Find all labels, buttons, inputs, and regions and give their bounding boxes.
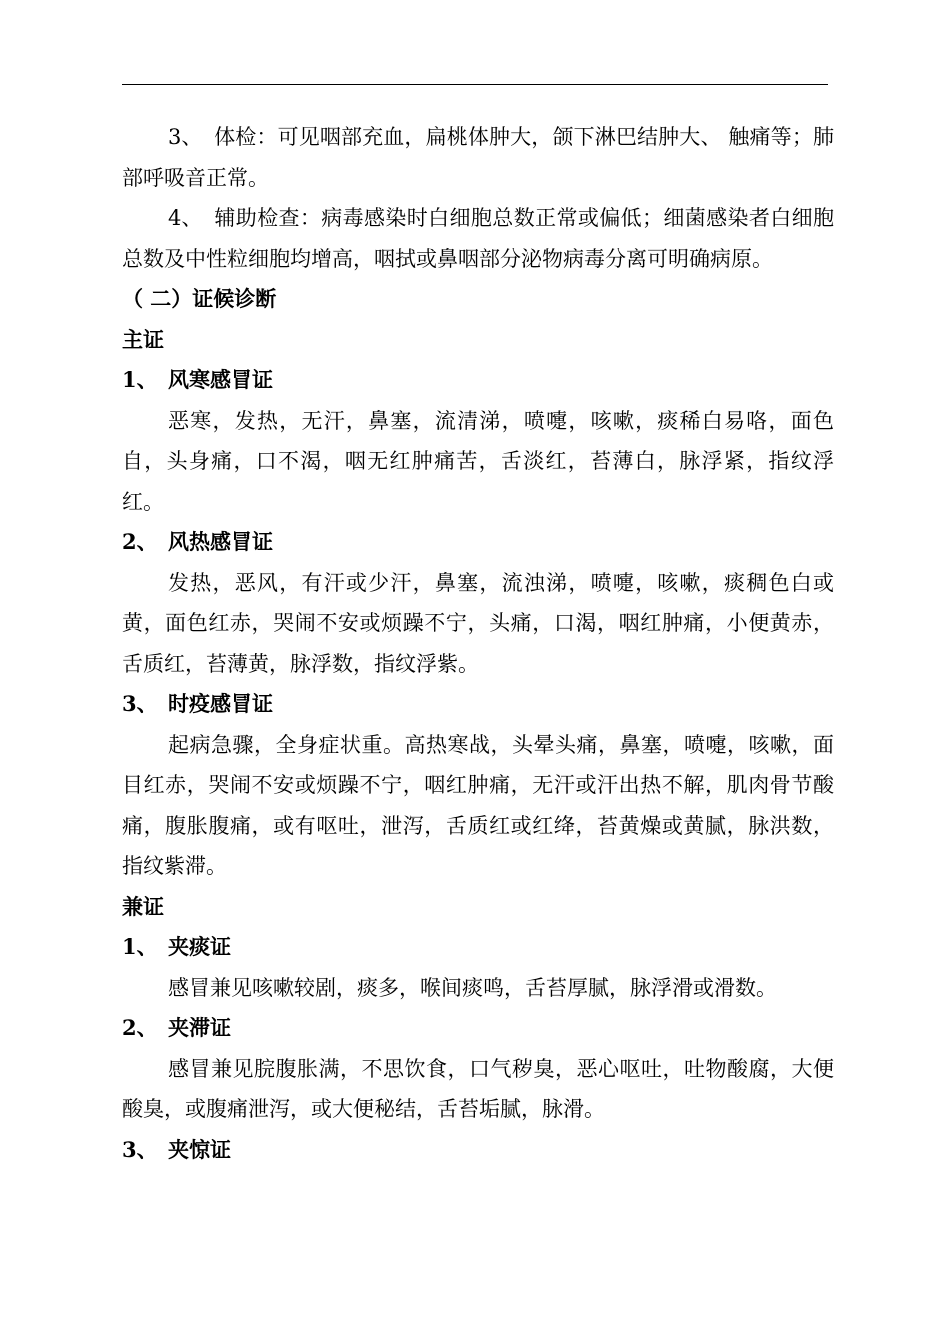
paragraph-physical-exam [122,117,834,198]
paragraph-text: 体检：可见咽部充血，扁桃体肿大，颌下淋巴结肿大、 触痛等；肺部呼吸音正常。 [122,125,834,190]
subheading-main-syndrome: 主证 [122,326,164,352]
paragraph-wind-cold: 恶寒，发热，无汗，鼻塞，流清涕，喷嚏，咳嗽，痰稀白易咯，面色自，头身痛，口不渴，咽无红肿痛苦，舌淡红，苔薄白，脉浮紧，指纹浮红。 [122,408,834,514]
item-number: 3、 [122,1136,158,1162]
heading-phlegm [122,927,834,968]
item-number: 1、 [122,367,158,392]
paragraph-auxiliary-exam [122,198,834,279]
item-number: 2、 [122,529,158,554]
paragraph-text: 辅助检查：病毒感染时白细胞总数正常或偏低；细菌感染者白细胞总数及中性粒细胞均增高，咽拭或鼻咽部分泌物病毒分离可明确病原。 [122,206,834,271]
heading-wind-cold [122,360,834,401]
heading-text: 夹痰证 [168,934,231,959]
paragraph-stagnation: 感冒兼见脘腹胀满，不思饮食，口气秽臭，恶心呕吐，吐物酸腐，大便酸臭，或腹痛泄泻，或大便秘结，舌苔垢腻，脉滑。 [122,1056,834,1121]
item-number: 1、 [122,934,158,959]
heading-fright [122,1130,834,1171]
document-body [122,117,834,1170]
section-heading-syndrome-diagnosis: （ 二）证候诊断 [122,286,277,311]
item-number: 2、 [122,1015,158,1040]
paragraph-wind-heat: 发热，恶风，有汗或少汗，鼻塞，流浊涕，喷嚏，咳嗽，痰稠色白或黄，面色红赤，哭闹不安或烦躁不宁，头痛，口渴，咽红肿痛，小便黄赤，舌质红，苔薄黄，脉浮数，指纹浮紫。 [122,570,834,676]
item-number: 3、 [122,691,158,716]
heading-text: 时疫感冒证 [168,691,273,716]
heading-text: 风热感冒证 [168,529,273,554]
subheading-concurrent-syndrome: 兼证 [122,893,164,919]
header-rule [122,84,828,85]
heading-stagnation [122,1008,834,1049]
heading-text: 夹滞证 [168,1015,231,1040]
heading-text: 风寒感冒证 [168,367,273,392]
heading-wind-heat [122,522,834,563]
paragraph-epidemic: 起病急骤，全身症状重。高热寒战，头晕头痛，鼻塞，喷嚏，咳嗽，面目红赤，哭闹不安或烦躁不宁，咽红肿痛，无汗或汗出热不解，肌肉骨节酸痛，腹胀腹痛，或有呕吐，泄泻，舌质红或红绛，苔黄燥或黄腻，脉洪数，指纹紫滞。 [122,732,834,878]
paragraph-phlegm: 感冒兼见咳嗽较剧，痰多，喉间痰鸣，舌苔厚腻，脉浮滑或滑数。 [168,975,777,1000]
item-number: 3、 [168,125,203,149]
item-number: 4、 [168,206,203,230]
heading-text: 夹惊证 [168,1136,231,1162]
heading-epidemic [122,684,834,725]
